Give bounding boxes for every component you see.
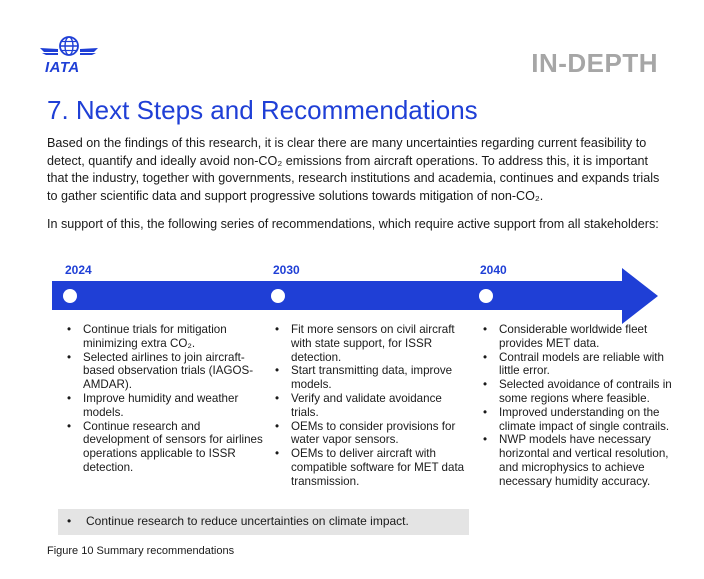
milestone-dot-2040: [479, 289, 493, 303]
list-item: • Continue research and development of sensors for airlines operations applicable to ISSR detection.: [64, 420, 264, 475]
list-item: • Start transmitting data, improve models.: [272, 364, 472, 392]
intro-paragraph: Based on the findings of this research, it is clear there are many uncertainties regarding current feasibility to detect, quantify and ideally avoid non-CO₂ emissions from aircraft operations. To address this, it is important that the industry, together with governments, research institutions and academia, continues and expands trials to gather scientific data and support progressive solutions towards mitigation of non-CO₂.: [47, 136, 660, 203]
bullet-icon: •: [67, 514, 72, 528]
milestone-column-2024: [64, 323, 264, 475]
logo-wordmark: IATA: [45, 59, 80, 76]
milestone-dot-2030: [271, 289, 285, 303]
list-item: • Contrail models are reliable with little error.: [480, 351, 680, 379]
milestone-year-2040: 2040: [480, 263, 507, 277]
list-item: • Selected avoidance of contrails in some regions where feasible.: [480, 378, 680, 406]
support-paragraph: In support of this, the following series of recommendations, which require active support from all stakeholders:: [47, 217, 659, 231]
milestone-column-2030: [272, 323, 472, 489]
list-item: • OEMs to deliver aircraft with compatible software for MET data transmission.: [272, 447, 472, 488]
list-item: • Continue trials for mitigation minimizing extra CO₂.: [64, 323, 264, 351]
ongoing-recommendation-box: [58, 509, 469, 535]
list-item: • Verify and validate avoidance trials.: [272, 392, 472, 420]
milestone-year-2024: 2024: [65, 263, 92, 277]
list-item: • Improved understanding on the climate impact of single contrails.: [480, 406, 680, 434]
figure-caption: Figure 10 Summary recommendations: [47, 545, 235, 557]
list-item: • NWP models have necessary horizontal and vertical resolution, and microphysics to achieve necessary humidity accuracy.: [480, 433, 680, 488]
timeline-arrow: [52, 268, 662, 324]
milestone-year-2030: 2030: [273, 263, 300, 277]
ongoing-recommendation-text: Continue research to reduce uncertainties on climate impact.: [86, 514, 409, 528]
milestone-dot-2024: [63, 289, 77, 303]
milestone-column-2040: [480, 323, 680, 489]
list-item: • Considerable worldwide fleet provides MET data.: [480, 323, 680, 351]
section-label: IN-DEPTH: [531, 48, 658, 78]
list-item: • Selected airlines to join aircraft-based observation trials (IAGOS-AMDAR).: [64, 351, 264, 392]
list-item: • Fit more sensors on civil aircraft with state support, for ISSR detection.: [272, 323, 472, 364]
page-title: 7. Next Steps and Recommendations: [47, 95, 478, 125]
list-item: • OEMs to consider provisions for water vapor sensors.: [272, 420, 472, 448]
list-item: • Improve humidity and weather models.: [64, 392, 264, 420]
